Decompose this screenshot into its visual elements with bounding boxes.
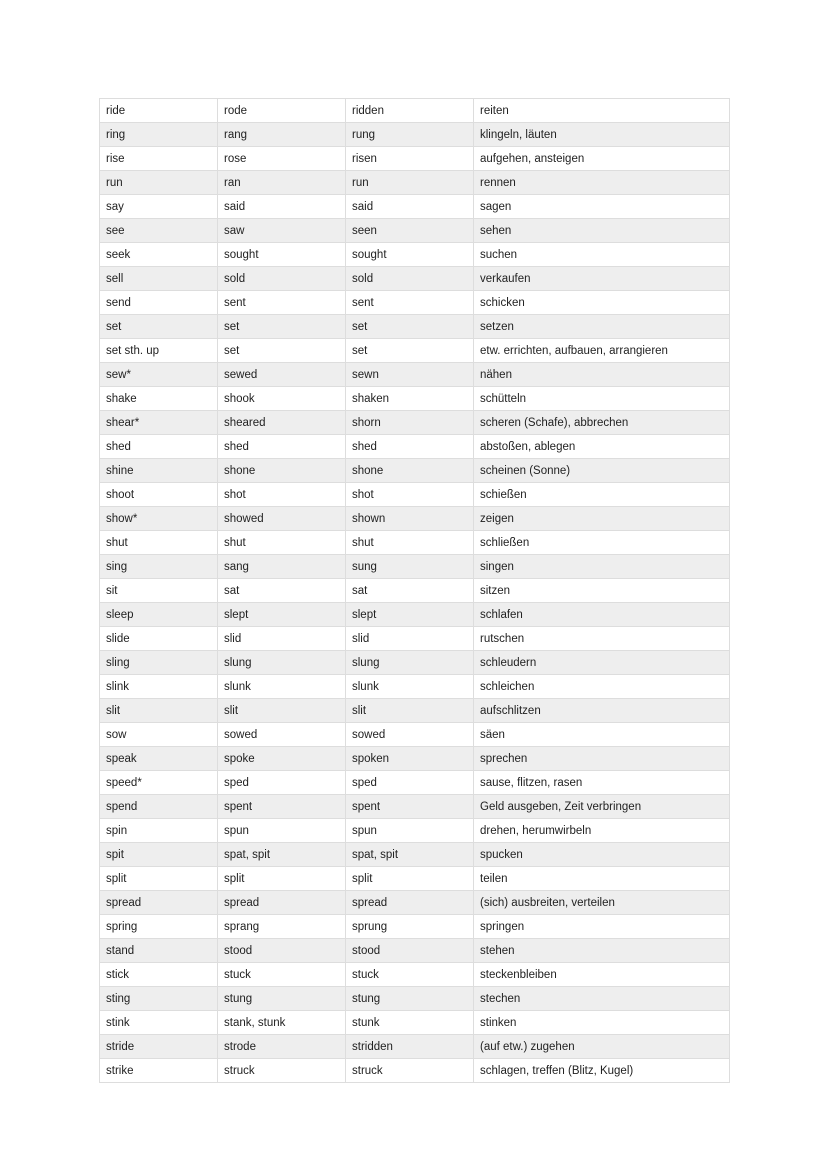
translation-cell: scheinen (Sonne) (474, 459, 730, 483)
translation-cell: sagen (474, 195, 730, 219)
table-row (100, 195, 730, 219)
simple-past-cell: rose (218, 147, 346, 171)
translation-cell: spucken (474, 843, 730, 867)
infinitive-cell: shut (100, 531, 218, 555)
table-row (100, 339, 730, 363)
simple-past-cell: spent (218, 795, 346, 819)
infinitive-cell: speak (100, 747, 218, 771)
past-participle-cell: slunk (346, 675, 474, 699)
past-participle-cell: slung (346, 651, 474, 675)
simple-past-cell: split (218, 867, 346, 891)
simple-past-cell: saw (218, 219, 346, 243)
translation-cell: aufgehen, ansteigen (474, 147, 730, 171)
infinitive-cell: spring (100, 915, 218, 939)
past-participle-cell: spat, spit (346, 843, 474, 867)
past-participle-cell: sung (346, 555, 474, 579)
table-row (100, 987, 730, 1011)
translation-cell: schießen (474, 483, 730, 507)
infinitive-cell: rise (100, 147, 218, 171)
infinitive-cell: shed (100, 435, 218, 459)
infinitive-cell: run (100, 171, 218, 195)
table-row (100, 1035, 730, 1059)
translation-cell: nähen (474, 363, 730, 387)
translation-cell: drehen, herumwirbeln (474, 819, 730, 843)
infinitive-cell: slink (100, 675, 218, 699)
table-row (100, 1011, 730, 1035)
past-participle-cell: shut (346, 531, 474, 555)
table-row (100, 747, 730, 771)
past-participle-cell: shorn (346, 411, 474, 435)
simple-past-cell: rode (218, 99, 346, 123)
translation-cell: verkaufen (474, 267, 730, 291)
infinitive-cell: spin (100, 819, 218, 843)
past-participle-cell: rung (346, 123, 474, 147)
translation-cell: zeigen (474, 507, 730, 531)
table-row (100, 483, 730, 507)
past-participle-cell: sped (346, 771, 474, 795)
simple-past-cell: sang (218, 555, 346, 579)
table-row (100, 291, 730, 315)
translation-cell: schließen (474, 531, 730, 555)
simple-past-cell: spat, spit (218, 843, 346, 867)
past-participle-cell: spun (346, 819, 474, 843)
infinitive-cell: set sth. up (100, 339, 218, 363)
translation-cell: suchen (474, 243, 730, 267)
past-participle-cell: sat (346, 579, 474, 603)
infinitive-cell: ride (100, 99, 218, 123)
translation-cell: sitzen (474, 579, 730, 603)
verb-table-body (100, 99, 730, 1083)
past-participle-cell: stuck (346, 963, 474, 987)
simple-past-cell: spoke (218, 747, 346, 771)
infinitive-cell: stink (100, 1011, 218, 1035)
simple-past-cell: spread (218, 891, 346, 915)
infinitive-cell: sling (100, 651, 218, 675)
infinitive-cell: spend (100, 795, 218, 819)
simple-past-cell: sold (218, 267, 346, 291)
table-row (100, 867, 730, 891)
simple-past-cell: sprang (218, 915, 346, 939)
past-participle-cell: seen (346, 219, 474, 243)
simple-past-cell: sent (218, 291, 346, 315)
simple-past-cell: sowed (218, 723, 346, 747)
past-participle-cell: spoken (346, 747, 474, 771)
irregular-verbs-table (99, 98, 730, 1083)
simple-past-cell: sewed (218, 363, 346, 387)
translation-cell: abstoßen, ablegen (474, 435, 730, 459)
past-participle-cell: spent (346, 795, 474, 819)
table-row (100, 627, 730, 651)
simple-past-cell: struck (218, 1059, 346, 1083)
translation-cell: singen (474, 555, 730, 579)
infinitive-cell: shine (100, 459, 218, 483)
translation-cell: rutschen (474, 627, 730, 651)
simple-past-cell: slid (218, 627, 346, 651)
table-row (100, 123, 730, 147)
past-participle-cell: spread (346, 891, 474, 915)
infinitive-cell: say (100, 195, 218, 219)
table-row (100, 963, 730, 987)
past-participle-cell: said (346, 195, 474, 219)
past-participle-cell: ridden (346, 99, 474, 123)
table-row (100, 555, 730, 579)
translation-cell: stinken (474, 1011, 730, 1035)
infinitive-cell: speed* (100, 771, 218, 795)
translation-cell: schlafen (474, 603, 730, 627)
past-participle-cell: stung (346, 987, 474, 1011)
simple-past-cell: sped (218, 771, 346, 795)
translation-cell: schütteln (474, 387, 730, 411)
translation-cell: teilen (474, 867, 730, 891)
infinitive-cell: sleep (100, 603, 218, 627)
past-participle-cell: stunk (346, 1011, 474, 1035)
table-row (100, 531, 730, 555)
past-participle-cell: run (346, 171, 474, 195)
infinitive-cell: sting (100, 987, 218, 1011)
past-participle-cell: set (346, 315, 474, 339)
simple-past-cell: shook (218, 387, 346, 411)
simple-past-cell: set (218, 315, 346, 339)
table-row (100, 819, 730, 843)
infinitive-cell: show* (100, 507, 218, 531)
translation-cell: setzen (474, 315, 730, 339)
table-row (100, 1059, 730, 1083)
translation-cell: sprechen (474, 747, 730, 771)
translation-cell: steckenbleiben (474, 963, 730, 987)
table-row (100, 267, 730, 291)
translation-cell: klingeln, läuten (474, 123, 730, 147)
infinitive-cell: slit (100, 699, 218, 723)
table-row (100, 915, 730, 939)
infinitive-cell: shoot (100, 483, 218, 507)
infinitive-cell: shear* (100, 411, 218, 435)
simple-past-cell: set (218, 339, 346, 363)
translation-cell: sehen (474, 219, 730, 243)
table-row (100, 843, 730, 867)
simple-past-cell: said (218, 195, 346, 219)
past-participle-cell: sold (346, 267, 474, 291)
simple-past-cell: spun (218, 819, 346, 843)
past-participle-cell: slid (346, 627, 474, 651)
simple-past-cell: sought (218, 243, 346, 267)
past-participle-cell: stridden (346, 1035, 474, 1059)
translation-cell: sause, flitzen, rasen (474, 771, 730, 795)
simple-past-cell: shut (218, 531, 346, 555)
table-row (100, 891, 730, 915)
infinitive-cell: spread (100, 891, 218, 915)
infinitive-cell: strike (100, 1059, 218, 1083)
table-row (100, 603, 730, 627)
infinitive-cell: sing (100, 555, 218, 579)
infinitive-cell: split (100, 867, 218, 891)
translation-cell: säen (474, 723, 730, 747)
simple-past-cell: shone (218, 459, 346, 483)
infinitive-cell: shake (100, 387, 218, 411)
simple-past-cell: stood (218, 939, 346, 963)
simple-past-cell: sheared (218, 411, 346, 435)
past-participle-cell: stood (346, 939, 474, 963)
past-participle-cell: shone (346, 459, 474, 483)
simple-past-cell: ran (218, 171, 346, 195)
past-participle-cell: risen (346, 147, 474, 171)
past-participle-cell: sprung (346, 915, 474, 939)
past-participle-cell: shed (346, 435, 474, 459)
infinitive-cell: sell (100, 267, 218, 291)
infinitive-cell: seek (100, 243, 218, 267)
translation-cell: schlagen, treffen (Blitz, Kugel) (474, 1059, 730, 1083)
infinitive-cell: stride (100, 1035, 218, 1059)
table-row (100, 387, 730, 411)
simple-past-cell: strode (218, 1035, 346, 1059)
infinitive-cell: see (100, 219, 218, 243)
simple-past-cell: sat (218, 579, 346, 603)
simple-past-cell: rang (218, 123, 346, 147)
infinitive-cell: sew* (100, 363, 218, 387)
infinitive-cell: stand (100, 939, 218, 963)
translation-cell: etw. errichten, aufbauen, arrangieren (474, 339, 730, 363)
translation-cell: stechen (474, 987, 730, 1011)
past-participle-cell: slit (346, 699, 474, 723)
infinitive-cell: sow (100, 723, 218, 747)
infinitive-cell: ring (100, 123, 218, 147)
past-participle-cell: split (346, 867, 474, 891)
table-row (100, 219, 730, 243)
table-row (100, 939, 730, 963)
table-row (100, 579, 730, 603)
simple-past-cell: shot (218, 483, 346, 507)
infinitive-cell: spit (100, 843, 218, 867)
translation-cell: schleudern (474, 651, 730, 675)
infinitive-cell: stick (100, 963, 218, 987)
infinitive-cell: set (100, 315, 218, 339)
table-row (100, 795, 730, 819)
translation-cell: aufschlitzen (474, 699, 730, 723)
simple-past-cell: shed (218, 435, 346, 459)
past-participle-cell: shown (346, 507, 474, 531)
past-participle-cell: set (346, 339, 474, 363)
table-row (100, 651, 730, 675)
translation-cell: scheren (Schafe), abbrechen (474, 411, 730, 435)
translation-cell: (auf etw.) zugehen (474, 1035, 730, 1059)
table-row (100, 147, 730, 171)
table-row (100, 411, 730, 435)
table-row (100, 243, 730, 267)
translation-cell: springen (474, 915, 730, 939)
translation-cell: rennen (474, 171, 730, 195)
table-row (100, 507, 730, 531)
translation-cell: schicken (474, 291, 730, 315)
past-participle-cell: shaken (346, 387, 474, 411)
simple-past-cell: slept (218, 603, 346, 627)
past-participle-cell: slept (346, 603, 474, 627)
table-row (100, 771, 730, 795)
table-row (100, 363, 730, 387)
table-row (100, 171, 730, 195)
translation-cell: schleichen (474, 675, 730, 699)
past-participle-cell: shot (346, 483, 474, 507)
simple-past-cell: stung (218, 987, 346, 1011)
translation-cell: stehen (474, 939, 730, 963)
simple-past-cell: slit (218, 699, 346, 723)
table-row (100, 99, 730, 123)
table-row (100, 675, 730, 699)
past-participle-cell: sought (346, 243, 474, 267)
table-row (100, 699, 730, 723)
past-participle-cell: sowed (346, 723, 474, 747)
past-participle-cell: sent (346, 291, 474, 315)
infinitive-cell: sit (100, 579, 218, 603)
past-participle-cell: struck (346, 1059, 474, 1083)
translation-cell: reiten (474, 99, 730, 123)
simple-past-cell: stank, stunk (218, 1011, 346, 1035)
table-row (100, 459, 730, 483)
infinitive-cell: slide (100, 627, 218, 651)
table-row (100, 315, 730, 339)
translation-cell: Geld ausgeben, Zeit verbringen (474, 795, 730, 819)
infinitive-cell: send (100, 291, 218, 315)
table-row (100, 723, 730, 747)
simple-past-cell: showed (218, 507, 346, 531)
simple-past-cell: stuck (218, 963, 346, 987)
table-row (100, 435, 730, 459)
simple-past-cell: slunk (218, 675, 346, 699)
simple-past-cell: slung (218, 651, 346, 675)
past-participle-cell: sewn (346, 363, 474, 387)
translation-cell: (sich) ausbreiten, verteilen (474, 891, 730, 915)
